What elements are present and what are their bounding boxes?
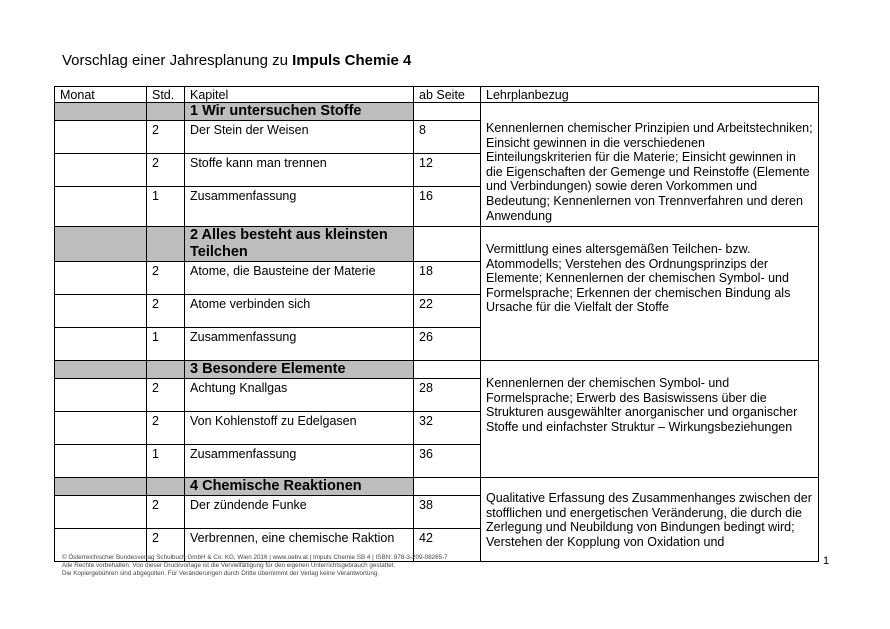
seite-cell: 18: [414, 262, 481, 295]
std-cell: [147, 478, 185, 496]
chapter-title: [185, 227, 414, 262]
lehrplanbezug-cell: Vermittlung eines altersgemäßen Teilchen- bzw. Atommodells; Verstehen des Ordnungsprinzips der Elemente; Kennenlernen der chemischen Symbol- und Formelsprache; Erkennen der chemischen Bindung als Ursache für die Vielfalt der Stoffe: [481, 227, 819, 361]
seite-cell: 16: [414, 187, 481, 227]
std-cell: 2: [147, 154, 185, 187]
title-prefix: Vorschlag einer Jahresplanung zu: [62, 52, 293, 69]
std-cell: 2: [147, 262, 185, 295]
kapitel-cell: Verbrennen, eine chemische Raktion: [185, 529, 414, 562]
std-cell: 2: [147, 121, 185, 154]
seite-cell: 12: [414, 154, 481, 187]
std-cell: 2: [147, 412, 185, 445]
std-cell: 1: [147, 187, 185, 227]
seite-cell: 26: [414, 328, 481, 361]
chapter-title: 1 Wir untersuchen Stoffe: [185, 103, 414, 121]
year-plan-table: [54, 86, 819, 562]
monat-cell: [55, 227, 147, 262]
chapter-title: 3 Besondere Elemente: [185, 361, 414, 379]
kapitel-cell: Zusammenfassung: [185, 445, 414, 478]
monat-cell: [55, 361, 147, 379]
kapitel-cell: Atome verbinden sich: [185, 295, 414, 328]
page-number: 1: [823, 555, 830, 567]
seite-cell: [414, 227, 481, 262]
lehrplanbezug-cell: Qualitative Erfassung des Zusammenhanges zwischen der stofflichen und energetischen Veränderung, die durch die Zerlegung und Neubildung von Bindungen bedingt wird; Verstehen der Kopplung von Oxidation und: [481, 478, 819, 562]
seite-cell: 38: [414, 496, 481, 529]
lehrplanbezug-cell: Kennenlernen chemischer Prinzipien und Arbeitstechniken; Einsicht gewinnen in die verschiedenen Einteilungskriterien für die Materie; Einsicht gewinnen in die Eigenschaften der Gemenge und Reinstoffe (Elemente und Verbindungen) sowie deren Vorkommen und Bedeutung; Kennenlernen von Trennverfahren und deren Anwendung: [481, 103, 819, 227]
monat-cell: [55, 328, 147, 361]
monat-cell: [55, 478, 147, 496]
std-cell: 2: [147, 379, 185, 412]
kapitel-cell: Achtung Knallgas: [185, 379, 414, 412]
kapitel-cell: Der Stein der Weisen: [185, 121, 414, 154]
monat-cell: [55, 187, 147, 227]
monat-cell: [55, 103, 147, 121]
title-bold: Impuls Chemie 4: [292, 52, 412, 69]
seite-cell: 8: [414, 121, 481, 154]
chapter-row: [55, 478, 819, 496]
seite-cell: 32: [414, 412, 481, 445]
seite-cell: 22: [414, 295, 481, 328]
monat-cell: [55, 445, 147, 478]
lehrplanbezug-cell: Kennenlernen der chemischen Symbol- und Formelsprache; Erwerb des Basiswissens über die Strukturen ausgewählter anorganischer und organischer Stoffe und einfachster Struktur – Wirkungsbeziehungen: [481, 361, 819, 478]
footer-line: Die Kopiergebühren sind abgegolten. Für Veränderungen durch Dritte übernimmt der Verlag keine Verantwortung.: [62, 570, 380, 577]
std-cell: 2: [147, 529, 185, 562]
monat-cell: [55, 121, 147, 154]
header-std: Std.: [147, 87, 185, 103]
header-row: [55, 87, 819, 103]
kapitel-cell: Zusammenfassung: [185, 328, 414, 361]
chapter-row: [55, 361, 819, 379]
seite-cell: [414, 103, 481, 121]
kapitel-cell: Von Kohlenstoff zu Edelgasen: [185, 412, 414, 445]
seite-cell: [414, 361, 481, 379]
document-title: [62, 52, 411, 69]
kapitel-cell: Der zündende Funke: [185, 496, 414, 529]
std-cell: 2: [147, 496, 185, 529]
header-bezug: Lehrplanbezug: [481, 87, 819, 103]
header-monat: Monat: [55, 87, 147, 103]
monat-cell: [55, 496, 147, 529]
monat-cell: [55, 295, 147, 328]
footer-copyright: [62, 554, 448, 578]
kapitel-cell: Atome, die Bausteine der Materie: [185, 262, 414, 295]
monat-cell: [55, 379, 147, 412]
seite-cell: 42: [414, 529, 481, 562]
std-cell: [147, 361, 185, 379]
chapter-title-line: 2 Alles besteht aus kleinsten: [190, 227, 388, 243]
chapter-title-line: Teilchen: [190, 244, 248, 260]
kapitel-cell: Zusammenfassung: [185, 187, 414, 227]
std-cell: 2: [147, 295, 185, 328]
std-cell: 1: [147, 445, 185, 478]
std-cell: 1: [147, 328, 185, 361]
header-kapitel: Kapitel: [185, 87, 414, 103]
header-seite: ab Seite: [414, 87, 481, 103]
seite-cell: [414, 478, 481, 496]
chapter-title: 4 Chemische Reaktionen: [185, 478, 414, 496]
seite-cell: 28: [414, 379, 481, 412]
seite-cell: 36: [414, 445, 481, 478]
std-cell: [147, 227, 185, 262]
monat-cell: [55, 262, 147, 295]
chapter-row: [55, 227, 819, 262]
monat-cell: [55, 412, 147, 445]
chapter-row: [55, 103, 819, 121]
std-cell: [147, 103, 185, 121]
footer-line: © Österreichischer Bundesverlag Schulbuch GmbH & Co. KG, Wien 2016 | www.oebv.at | Impuls Chemie SB 4 | ISBN: 978-3-209-08265-7: [62, 554, 448, 561]
footer-line: Alle Rechte vorbehalten. Von dieser Druckvorlage ist die Vervielfältigung für den eigenen Unterrichtsgebrauch gestattet.: [62, 562, 396, 569]
monat-cell: [55, 154, 147, 187]
kapitel-cell: Stoffe kann man trennen: [185, 154, 414, 187]
